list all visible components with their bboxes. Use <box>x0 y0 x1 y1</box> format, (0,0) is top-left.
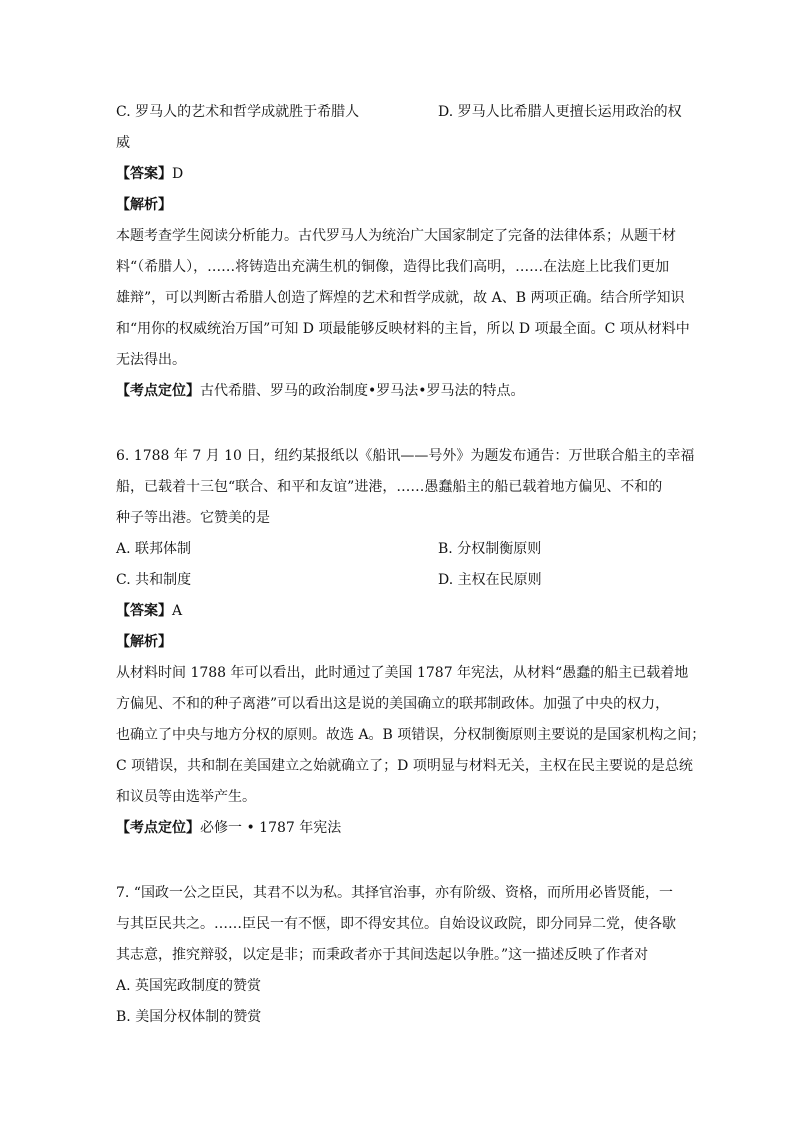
q6-analysis-line: C 项错误，共和制在美国建立之始就确立了；D 项明显与材料无关，主权在民主要说的是总统 <box>116 758 693 774</box>
q6-option-c: C. 共和制度 <box>116 572 192 588</box>
q6-analysis-line: 也确立了中央与地方分权的原则。故选 A。B 项错误，分权制衡原则主要说的是国家机构之间； <box>116 727 706 743</box>
kaodian-label: 【考点定位】 <box>116 383 200 399</box>
q6-kaodian <box>116 818 341 838</box>
q5-analysis-line: 本题考查学生阅读分析能力。古代罗马人为统治广大国家制定了完备的法律体系；从题干材 <box>116 228 676 244</box>
q6-stem-line: 种子等出港。它赞美的是 <box>116 510 270 526</box>
q7-stem-line: 其志意，推究辩驳，以定是非；而秉政者亦于其间迭起以争胜。”这一描述反映了作者对 <box>116 947 649 963</box>
q6-analysis-line: 方偏见、不和的种子离港”可以看出这是说的美国确立的联邦制政体。加强了中央的权力， <box>116 696 670 712</box>
answer-value: D <box>172 166 184 182</box>
q6-analysis-line: 和议员等由选举产生。 <box>116 789 256 805</box>
q5-option-d-continued: 威 <box>116 135 130 151</box>
q6-answer <box>116 601 182 621</box>
q6-option-b: B. 分权制衡原则 <box>438 541 542 557</box>
answer-value: A <box>172 603 183 619</box>
q6-stem-line: 船，已载着十三包“联合、和平和友谊”进港，……愚蠢船主的船已载着地方偏见、不和的 <box>116 479 663 495</box>
q5-analysis-line: 和“用你的权威统治万国”可知 D 项最能够反映材料的主旨，所以 D 项最全面。C 项从材料中 <box>116 321 690 337</box>
q5-analysis-label: 【解析】 <box>116 197 172 213</box>
q6-option-d: D. 主权在民原则 <box>438 572 542 588</box>
q5-option-c: C. 罗马人的艺术和哲学成就胜于希腊人 <box>116 104 360 120</box>
q5-analysis-line: 无法得出。 <box>116 352 186 368</box>
q5-analysis-line: 料“（希腊人），……将铸造出充满生机的铜像，造得比我们高明，……在法庭上比我们更加 <box>116 259 670 275</box>
q5-analysis-line: 雄辩”，可以判断古希腊人创造了辉煌的艺术和哲学成就，故 A、B 两项正确。结合所学知识 <box>116 290 685 306</box>
answer-label: 【答案】 <box>116 603 172 619</box>
q7-stem-line: 7. “国政一公之臣民，其君不以为私。其择官治事，亦有阶级、资格，而所用必皆贤能，一 <box>116 885 673 901</box>
q7-stem-line: 与其臣民共之。……臣民一有不惬，即不得安其位。自始设议政院，即分同异二党，使各歇 <box>116 916 676 932</box>
answer-label: 【答案】 <box>116 166 172 182</box>
q5-answer <box>116 164 183 184</box>
kaodian-value: 必修一 • 1787 年宪法 <box>200 820 342 836</box>
q5-kaodian <box>116 381 525 401</box>
q6-analysis-label: 【解析】 <box>116 634 172 650</box>
q7-option-a: A. 英国宪政制度的赞赏 <box>116 978 262 994</box>
kaodian-value: 古代希腊、罗马的政治制度•罗马法•罗马法的特点。 <box>200 383 525 399</box>
q5-option-d: D. 罗马人比希腊人更擅长运用政治的权 <box>438 104 682 120</box>
q6-analysis-line: 从材料时间 1788 年可以看出，此时通过了美国 1787 年宪法，从材料“愚蠢的船主已载着地 <box>116 665 689 681</box>
q6-stem-line: 6. 1788 年 7 月 10 日，纽约某报纸以《船讯——号外》为题发布通告：万世联合船主的幸福 <box>116 448 695 464</box>
kaodian-label: 【考点定位】 <box>116 820 200 836</box>
q6-option-a: A. 联邦体制 <box>116 541 192 557</box>
q7-option-b: B. 美国分权体制的赞赏 <box>116 1009 262 1025</box>
